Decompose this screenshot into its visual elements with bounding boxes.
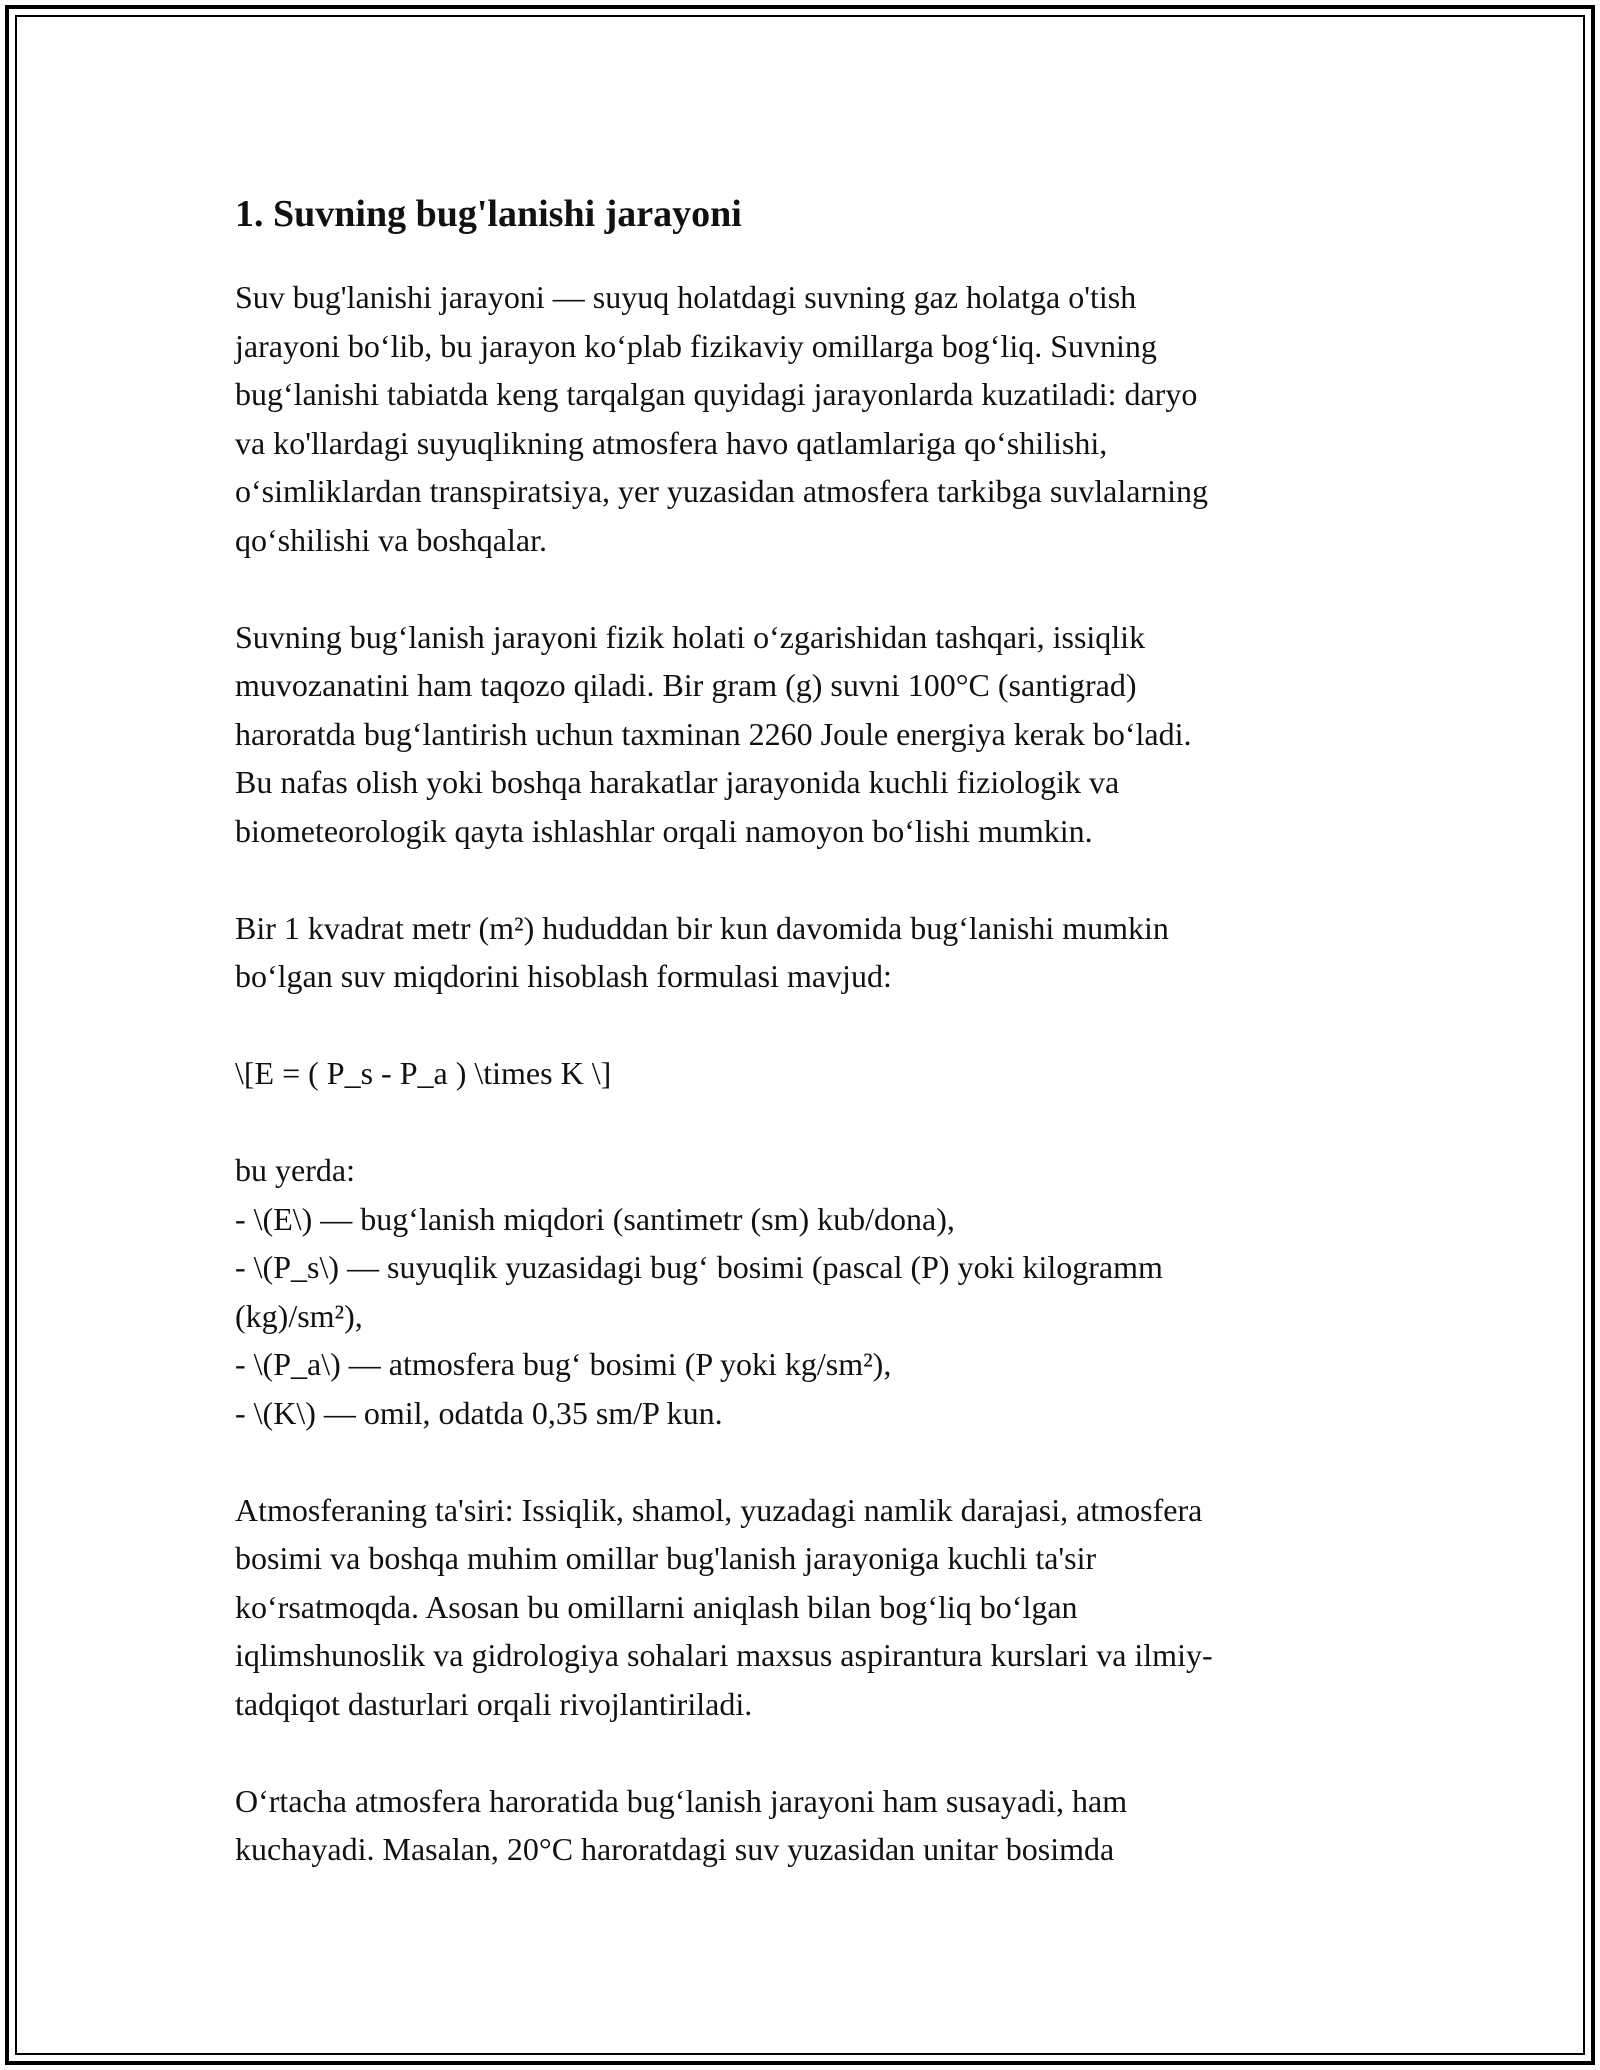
document-body — [235, 185, 1375, 1922]
text-line: bo‘lgan suv miqdorini hisoblash formulasi mavjud: — [235, 958, 892, 994]
paragraph — [235, 1777, 1375, 1874]
paragraph-container — [235, 273, 1375, 1874]
text-line: tadqiqot dasturlari orqali rivojlantiriladi. — [235, 1685, 753, 1722]
text-line: ko‘rsatmoqda. Asosan bu omillarni aniqlash bilan bog‘liq bo‘lgan — [235, 1588, 1078, 1625]
text-line: \[E = ( P_s - P_a ) \times K \] — [235, 1055, 612, 1091]
paragraph — [235, 904, 1375, 1001]
text-line: Bu nafas olish yoki boshqa harakatlar jarayonida kuchli fiziologik va — [235, 764, 1120, 800]
text-line: o‘simliklardan transpiratsiya, yer yuzasidan atmosfera tarkibga suvlalarning — [235, 473, 1209, 509]
text-line: bu yerda: — [235, 1152, 355, 1188]
text-line: haroratda bug‘lantirish uchun taxminan 2260 Joule energiya kerak bo‘ladi. — [235, 715, 1192, 752]
text-line: - \(K\) — omil, odatda 0,35 sm/P kun. — [235, 1394, 723, 1431]
section-title: 1. Suvning bug'lanishi jarayoni — [235, 193, 742, 235]
text-line: O‘rtacha atmosfera haroratida bug‘lanish jarayoni ham susayadi, ham — [235, 1782, 1128, 1819]
text-line: Atmosferaning ta'siri: Issiqlik, shamol, yuzadagi namlik darajasi, atmosfera — [235, 1491, 1203, 1528]
text-line: qo‘shilishi va boshqalar. — [235, 521, 547, 558]
text-line: - \(P_s\) — suyuqlik yuzasidagi bug‘ bosimi (pascal (P) yoki kilogramm — [235, 1249, 1163, 1285]
paragraph — [235, 1486, 1375, 1729]
text-line: (kg)/sm²), — [235, 1297, 363, 1334]
text-line: iqlimshunoslik va gidrologiya sohalari maxsus aspirantura kurslari va ilmiy- — [235, 1637, 1213, 1673]
text-line: - \(E\) — bug‘lanish miqdori (santimetr (sm) kub/dona), — [235, 1200, 955, 1237]
text-line: kuchayadi. Masalan, 20°C haroratdagi suv yuzasidan unitar bosimda — [235, 1831, 1115, 1867]
paragraph — [235, 1146, 1375, 1437]
paragraph — [235, 613, 1375, 856]
text-line: Suv bug'lanishi jarayoni — suyuq holatdagi suvning gaz holatga o'tish — [235, 279, 1137, 315]
paragraph — [235, 1049, 1375, 1098]
text-line: va ko'llardagi suyuqlikning atmosfera havo qatlamlariga qo‘shilishi, — [235, 424, 1108, 461]
text-line: Suvning bug‘lanish jarayoni fizik holati o‘zgarishidan tashqari, issiqlik — [235, 618, 1146, 655]
text-line: biometeorologik qayta ishlashlar orqali namoyon bo‘lishi mumkin. — [235, 812, 1093, 849]
text-line: jarayoni bo‘lib, bu jarayon ko‘plab fizikaviy omillarga bog‘liq. Suvning — [235, 327, 1157, 364]
text-line: - \(P_a\) — atmosfera bug‘ bosimi (P yoki kg/sm²), — [235, 1346, 892, 1382]
text-line: Bir 1 kvadrat metr (m²) hududdan bir kun davomida bug‘lanishi mumkin — [235, 909, 1169, 946]
text-line: bug‘lanishi tabiatda keng tarqalgan quyidagi jarayonlarda kuzatiladi: daryo — [235, 376, 1198, 412]
paragraph — [235, 273, 1375, 564]
text-line: bosimi va boshqa muhim omillar bug'lanish jarayoniga kuchli ta'sir — [235, 1540, 1097, 1576]
text-line: muvozanatini ham taqozo qiladi. Bir gram (g) suvni 100°C (santigrad) — [235, 667, 1137, 703]
